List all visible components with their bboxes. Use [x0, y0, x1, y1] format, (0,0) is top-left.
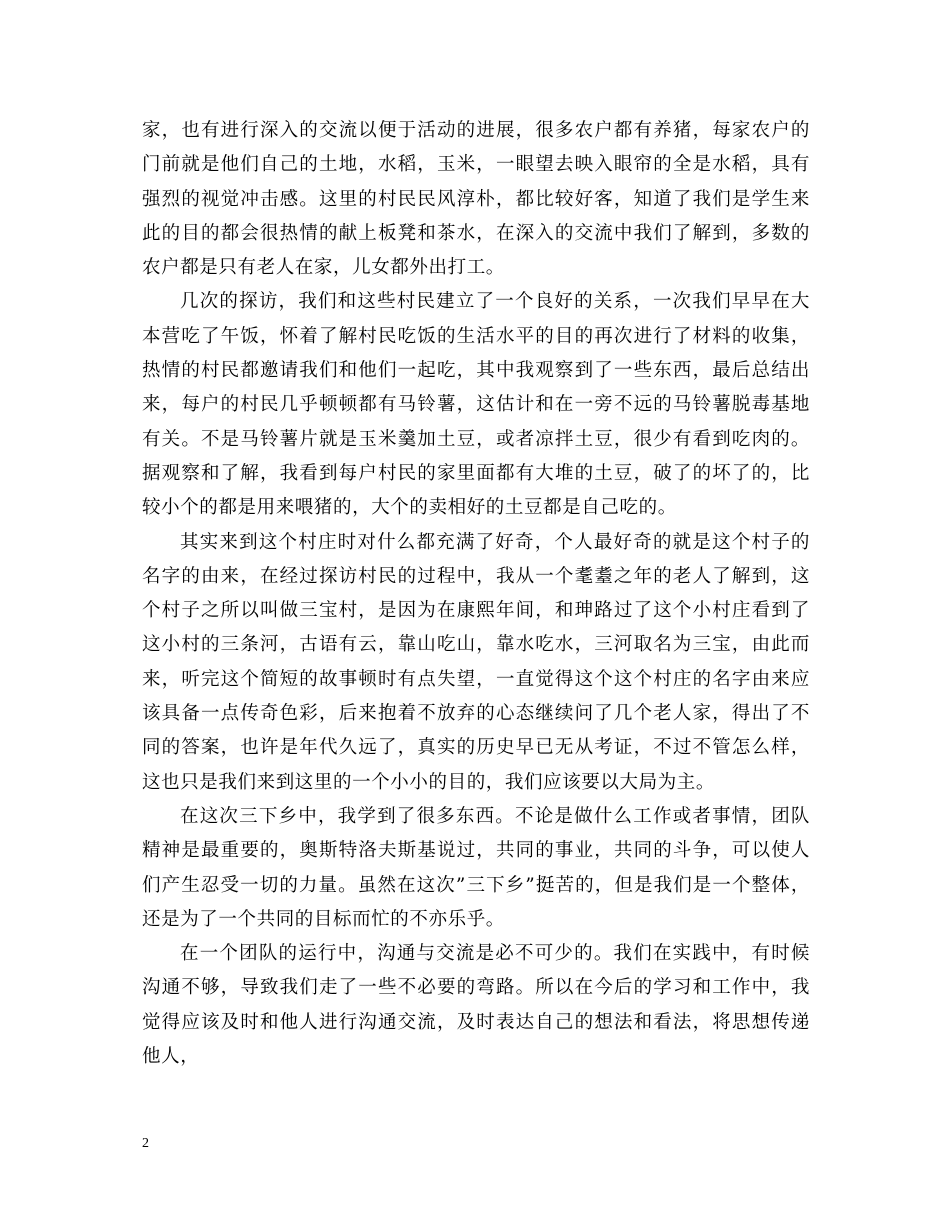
paragraph: 其实来到这个村庄时对什么都充满了好奇，个人最好奇的就是这个村子的名字的由来，在经过探访村民的过程中，我从一个耄耋之年的老人了解到，这个村子之所以叫做三宝村，是因为在康熙年间，和珅路过了这个小村庄看到了这小村的三条河，古语有云，靠山吃山，靠水吃水，三河取名为三宝，由此而来，听完这个简短的故事顿时有点失望，一直觉得这个这个村庄的名字由来应该具备一点传奇色彩，后来抱着不放弃的心态继续问了几个老人家，得出了不同的答案，也许是年代久远了，真实的历史早已无从考证，不过不管怎么样，这也只是我们来到这里的一个小小的目的，我们应该要以大局为主。	[142, 531, 810, 793]
paragraph: 家，也有进行深入的交流以便于活动的进展，很多农户都有养猪，每家农户的门前就是他们自己的土地，水稻，玉米，一眼望去映入眼帘的全是水稻，具有强烈的视觉冲击感。这里的村民民风淳朴，都比较好客，知道了我们是学生来此的目的都会很热情的献上板凳和茶水，在深入的交流中我们了解到，多数的农户都是只有老人在家，儿女都外出打工。	[142, 120, 810, 279]
paragraph: 在一个团队的运行中，沟通与交流是必不可少的。我们在实践中，有时候沟通不够，导致我们走了一些不必要的弯路。所以在今后的学习和工作中，我觉得应该及时和他人进行沟通交流，及时表达自己的想法和看法，将思想传递他人，	[142, 943, 810, 1068]
paragraph: 几次的探访，我们和这些村民建立了一个良好的关系，一次我们早早在大本营吃了午饭，怀着了解村民吃饭的生活水平的目的再次进行了材料的收集，热情的村民都邀请我们和他们一起吃，其中我观察到了一些东西，最后总结出来，每户的村民几乎顿顿都有马铃薯，这估计和在一旁不远的马铃薯脱毒基地有关。不是马铃薯片就是玉米羹加土豆，或者凉拌土豆，很少有看到吃肉的。据观察和了解，我看到每户村民的家里面都有大堆的土豆，破了的坏了的，比较小个的都是用来喂猪的，大个的卖相好的土豆都是自己吃的。	[142, 291, 810, 519]
body-text	[142, 114, 810, 1074]
page-number: 2	[142, 1136, 149, 1151]
paragraph: 在这次三下乡中，我学到了很多东西。不论是做什么工作或者事情，团队精神是最重要的，奥斯特洛夫斯基说过，共同的事业，共同的斗争，可以使人们产生忍受一切的力量。虽然在这次”三下乡”挺苦的，但是我们是一个整体，还是为了一个共同的目标而忙的不亦乐乎。	[142, 805, 810, 930]
